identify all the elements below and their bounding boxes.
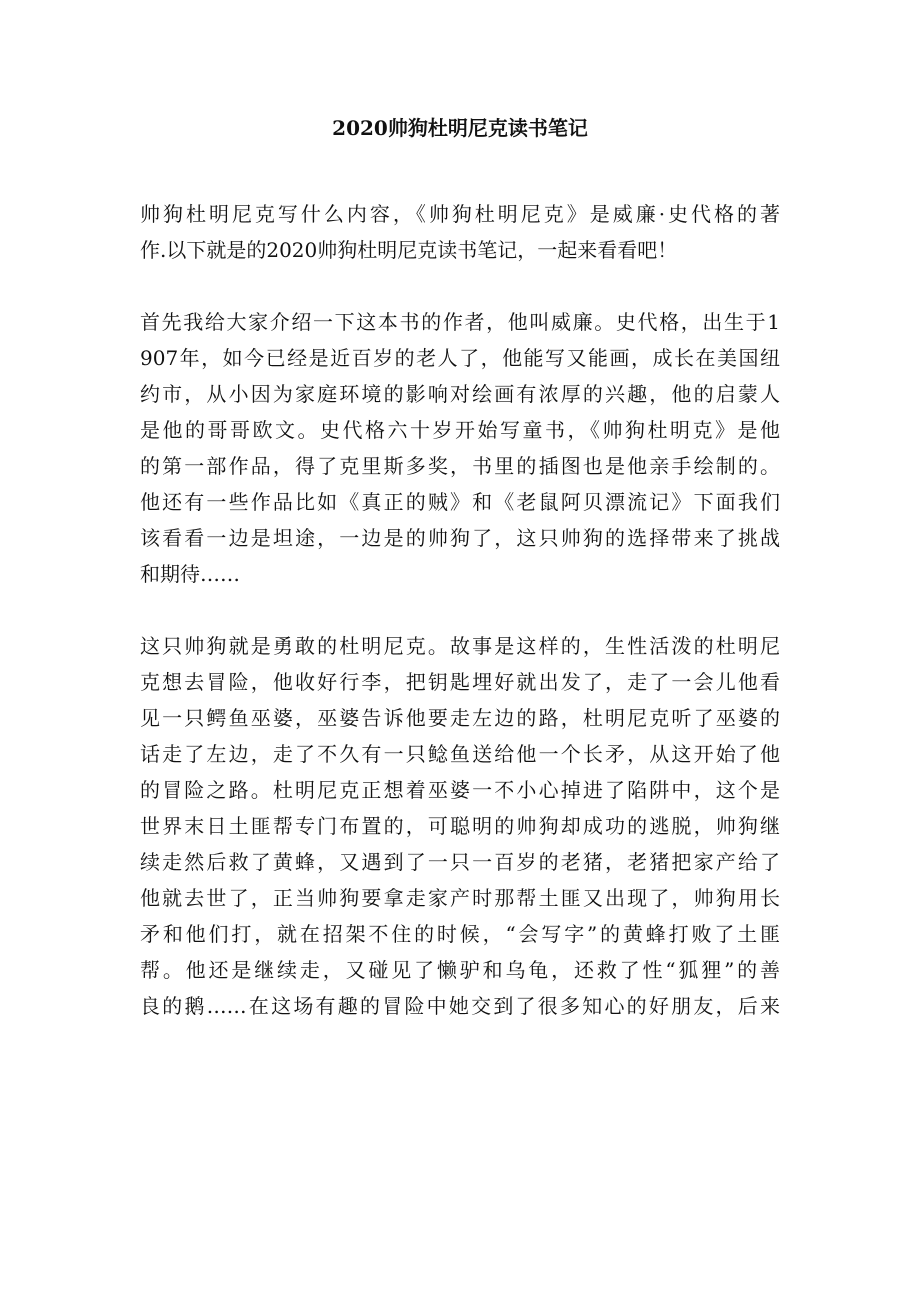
paragraph-author bbox=[140, 304, 780, 592]
document-title: 2020帅狗杜明尼克读书笔记 bbox=[332, 116, 588, 140]
text-line: 世界末日土匪帮专门布置的，可聪明的帅狗却成功的逃脱，帅狗继 bbox=[140, 814, 780, 838]
text-line: 帅狗杜明尼克写什么内容，《帅狗杜明尼克》是威廉·史代格的著 bbox=[140, 202, 780, 226]
text-line: 帮。他还是继续走，又碰见了懒驴和乌龟，还救了性“狐狸”的善 bbox=[140, 958, 780, 982]
text-line: 该看看一边是坦途，一边是的帅狗了，这只帅狗的选择带来了挑战 bbox=[140, 526, 780, 550]
text-line: 的第一部作品，得了克里斯多奖，书里的插图也是他亲手绘制的。 bbox=[140, 454, 780, 478]
text-line: 克想去冒险，他收好行李，把钥匙埋好就出发了，走了一会儿他看 bbox=[140, 670, 780, 694]
text-line: 907年，如今已经是近百岁的老人了，他能写又能画，成长在美国纽 bbox=[140, 346, 780, 370]
text-line: 他还有一些作品比如《真正的贼》和《老鼠阿贝漂流记》下面我们 bbox=[140, 490, 780, 514]
document-body bbox=[140, 196, 780, 1060]
text-line: 良的鹅……在这场有趣的冒险中她交到了很多知心的好朋友，后来 bbox=[140, 994, 780, 1018]
text-line: 作.以下就是的2020帅狗杜明尼克读书笔记，一起来看看吧！ bbox=[140, 238, 678, 262]
text-line: 矛和他们打，就在招架不住的时候，“会写字”的黄蜂打败了土匪 bbox=[140, 922, 780, 946]
text-line: 首先我给大家介绍一下这本书的作者，他叫威廉。史代格，出生于1 bbox=[140, 310, 780, 334]
text-line: 话走了左边，走了不久有一只鲶鱼送给他一个长矛，从这开始了他 bbox=[140, 742, 780, 766]
paragraph-intro bbox=[140, 196, 780, 268]
text-line: 的冒险之路。杜明尼克正想着巫婆一不小心掉进了陷阱中，这个是 bbox=[140, 778, 780, 802]
paragraph-story bbox=[140, 628, 780, 1024]
text-line: 是他的哥哥欧文。史代格六十岁开始写童书，《帅狗杜明克》是他 bbox=[140, 418, 780, 442]
text-line: 和期待…… bbox=[140, 562, 240, 586]
text-line: 他就去世了，正当帅狗要拿走家产时那帮土匪又出现了，帅狗用长 bbox=[140, 886, 780, 910]
text-line: 续走然后救了黄蜂，又遇到了一只一百岁的老猪，老猪把家产给了 bbox=[140, 850, 780, 874]
text-line: 这只帅狗就是勇敢的杜明尼克。故事是这样的，生性活泼的杜明尼 bbox=[140, 634, 780, 658]
text-line: 见一只鳄鱼巫婆，巫婆告诉他要走左边的路，杜明尼克听了巫婆的 bbox=[140, 706, 780, 730]
text-line: 约市，从小因为家庭环境的影响对绘画有浓厚的兴趣，他的启蒙人 bbox=[140, 382, 780, 406]
